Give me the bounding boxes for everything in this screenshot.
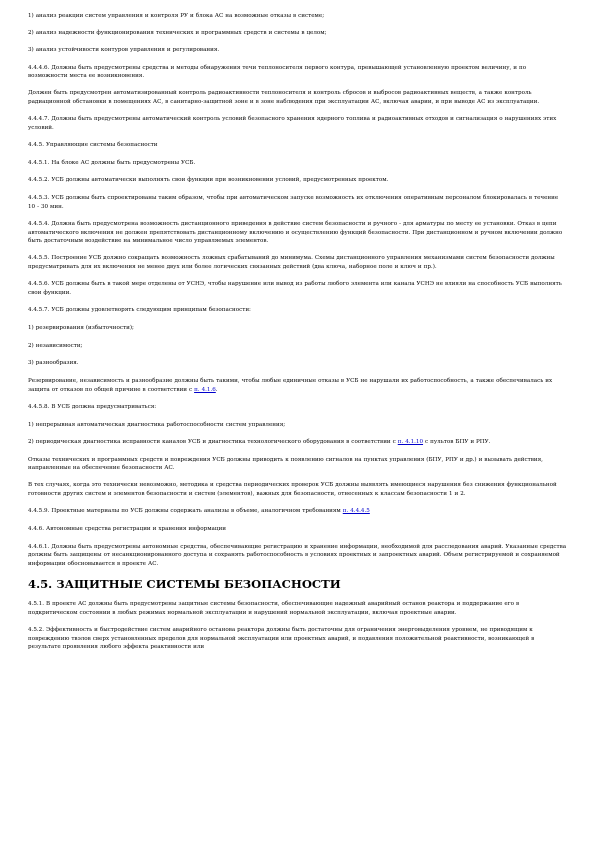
paragraph-text: . <box>215 386 218 393</box>
paragraph: Отказы технических и программных средств и повреждения УСБ должны приводить к появлению сигналов на пунктах управления (БПУ, РПУ и др.) и вызывать действия, направленные на обеспечение безопасности АС. <box>28 456 543 472</box>
paragraph: 4.5.1. В проекте АС должны быть предусмотрены защитные системы безопасности, обеспечивающие надежный аварийный останов реактора и поддержание его в подкритическом состоянии в любых режимах нормальной эксплуатации и нарушений нормальной эксплуатации, включая проектные аварии. <box>28 601 520 616</box>
paragraph: 4.4.5.6. УСБ должны быть в такой мере отделены от УСНЭ, чтобы нарушение или вывод из работы любого элемента или канала УСНЭ не влияли на способность УСБ выполнять свои функции. <box>28 281 562 296</box>
paragraph: 4.4.4.7. Должны быть предусмотрены автоматический контроль условий безопасного хранения ядерного топлива и радиоактивных отходов и сигнализация о нарушениях этих условий. <box>28 116 557 131</box>
section-heading: 4.5. ЗАЩИТНЫЕ СИСТЕМЫ БЕЗОПАСНОСТИ <box>28 577 341 592</box>
paragraph: 4.4.5.2. УСБ должны автоматически выполнять свои функции при возникновении условий, предусмотренных проектом. <box>28 177 389 184</box>
paragraph-text: с пультов БПУ и РПУ. <box>423 439 491 446</box>
paragraph: 4.4.4.6. Должны быть предусмотрены средства и методы обнаружения течи теплоносителя первого контура, превышающей установленную проектом величину, и по возможности места ее возникновения. <box>28 64 527 80</box>
link-4-1-6[interactable]: п. 4.1.6 <box>194 386 216 393</box>
link-4-4-4-5[interactable]: п. 4.4.4.5 <box>342 508 370 515</box>
paragraph-periodic <box>28 438 567 447</box>
paragraph: 4.4.5.1. На блоке АС должны быть предусмотрены УСБ. <box>28 159 196 166</box>
section-title: 4.4.6. Автономные средства регистрации и хранения информации <box>28 525 226 532</box>
paragraph: 1) анализ реакции систем управления и контроля РУ и блока АС на возможные отказы в системе; <box>28 13 325 19</box>
paragraph: 2) анализ надежности функционирования технических и программных средств и системы в целом; <box>28 30 327 37</box>
paragraph: 4.4.5.7. УСБ должны удовлетворять следующим принципам безопасности: <box>28 306 251 313</box>
paragraph: 4.4.6.1. Должны быть предусмотрены автономные средства, обеспечивающие регистрацию и хранение информации, необходимой для расследования аварий. Указанные средства должны быть защищены от несанкционированного доступа и сохранять работоспособность в условиях проектных и запроектных аварий. Объем регистрируемой и сохраняемой информации обосновывается в проекте АС. <box>28 543 567 567</box>
list-item: 1) непрерывная автоматическая диагностика работоспособности систем управления; <box>28 421 286 428</box>
paragraph-project <box>28 507 567 516</box>
paragraph: В тех случаях, когда это технически невозможно, методика и средства периодических проверок УСБ должны выявлять имеющиеся нарушения без снижения функциональной готовности других систем и элементов безопасности и систем (элементов), важных для безопасности, отнесенных к классам безопасности 1 и 2. <box>28 482 557 497</box>
paragraph-text: 4.4.5.9. Проектные материалы по УСБ должны содержать анализы в объеме, аналогичном требованиям <box>28 508 343 515</box>
link-4-1-10[interactable]: п. 4.1.10 <box>397 439 424 446</box>
list-item: 1) резервирования (избыточности); <box>28 324 134 331</box>
paragraph-text: Резервирование, независимость и разнообразие должны быть такими, чтобы любые единичные отказы в УСБ не нарушали их работоспособность, а также обеспечивалась их защита от отказов по общей причине в соответствии с <box>28 378 553 393</box>
paragraph: 4.4.5.8. В УСБ должна предусматриваться: <box>28 403 157 410</box>
paragraph-text: 2) периодическая диагностика исправности каналов УСБ и диагностика технологического оборудования в соответствии с <box>28 439 398 446</box>
paragraph: 4.5.2. Эффективность и быстродействие систем аварийного останова реактора должны быть достаточны для ограничения энерговыделения уровнем, не приводящим к повреждению твэлов сверх установленных пределов для нормальной эксплуатации или проектных аварий, и подавления положительной реактивности, возникающей в результате проявления любого эффекта реактивности или <box>28 626 535 651</box>
paragraph: 3) анализ устойчивости контуров управления и регулирования. <box>28 47 220 54</box>
list-item: 2) независимости; <box>28 342 83 349</box>
paragraph-redundancy <box>28 377 567 394</box>
paragraph: 4.4.5.4. Должна быть предусмотрена возможность дистанционного приведения в действие систем безопасности и ручного - для арматуры по месту ее установки. Отказ в цепи автоматического включения не должен препятствовать дистанционному включению и осуществлению функций безопасности. При дистанционном и ручном включении должно быть достаточным воздействие на минимальное число управляемых элементов. <box>28 221 563 245</box>
paragraph: 4.4.5.3. УСБ должны быть спроектированы таким образом, чтобы при автоматическом запуске возможность их отключения оперативным персоналом блокировалась в течение 10 - 30 мин. <box>28 195 559 210</box>
paragraph: Должен быть предусмотрен автоматизированный контроль радиоактивности теплоносителя и контроль сбросов и выбросов радиоактивных веществ, а также контроль радиационной обстановки в помещениях АС, в санитарно-защитной зоне и в зоне наблюдения при эксплуатации АС, включая аварии, и при выводе АС из эксплуатации. <box>28 90 540 105</box>
section-title: 4.4.5. Управляющие системы безопасности <box>28 141 158 148</box>
list-item: 3) разнообразия. <box>28 360 79 367</box>
paragraph: 4.4.5.5. Построение УСБ должно сокращать возможность ложных срабатываний до минимума. Схемы дистанционного управления механизмами систем безопасности должны предусматривать для их включения не менее двух или более логических связанных действий (два ключа, наборное поле и ключ и пр.). <box>28 255 555 270</box>
